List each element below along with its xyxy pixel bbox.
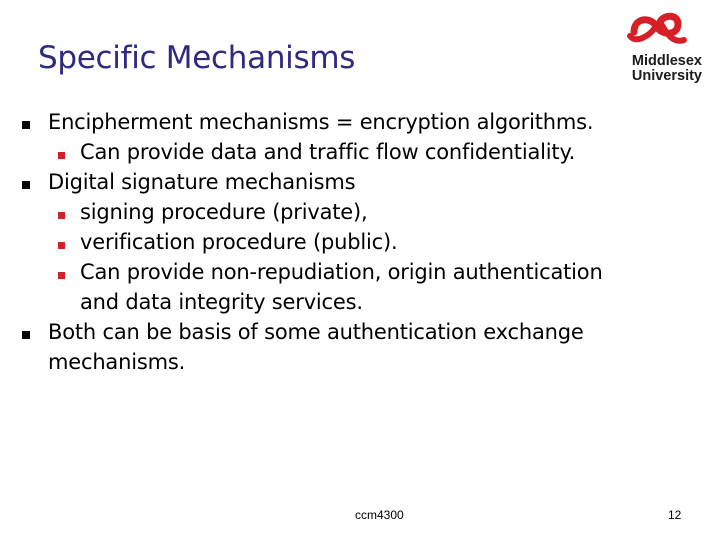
sub-list-item-text: Can provide data and traffic flow confidentiality. — [80, 140, 576, 164]
logo-mark-icon — [620, 10, 694, 54]
logo-text-line1: Middlesex — [631, 53, 702, 69]
list-item-text: Both can be basis of some authentication exchange mechanisms. — [48, 320, 584, 374]
page-number: 12 — [668, 508, 682, 522]
logo-text-line2: University — [631, 68, 702, 84]
sub-list-item-text: signing procedure (private), — [80, 200, 368, 224]
footer-course-code: ccm4300 — [355, 508, 404, 522]
slide-title: Specific Mechanisms — [38, 40, 356, 76]
sub-list-item-text: verification procedure (public). — [80, 230, 398, 254]
square-bullet-icon — [58, 152, 65, 159]
square-bullet-icon — [22, 121, 30, 129]
square-bullet-icon — [22, 331, 30, 339]
list-item-text: Digital signature mechanisms — [48, 170, 356, 194]
square-bullet-icon — [58, 272, 65, 279]
square-bullet-icon — [58, 212, 65, 219]
university-logo — [612, 10, 702, 90]
square-bullet-icon — [22, 181, 30, 189]
list-item-text: Encipherment mechanisms = encryption algorithms. — [48, 110, 594, 134]
sub-list-item-text: Can provide non-repudiation, origin authentication and data integrity services. — [80, 260, 603, 314]
square-bullet-icon — [58, 242, 65, 249]
